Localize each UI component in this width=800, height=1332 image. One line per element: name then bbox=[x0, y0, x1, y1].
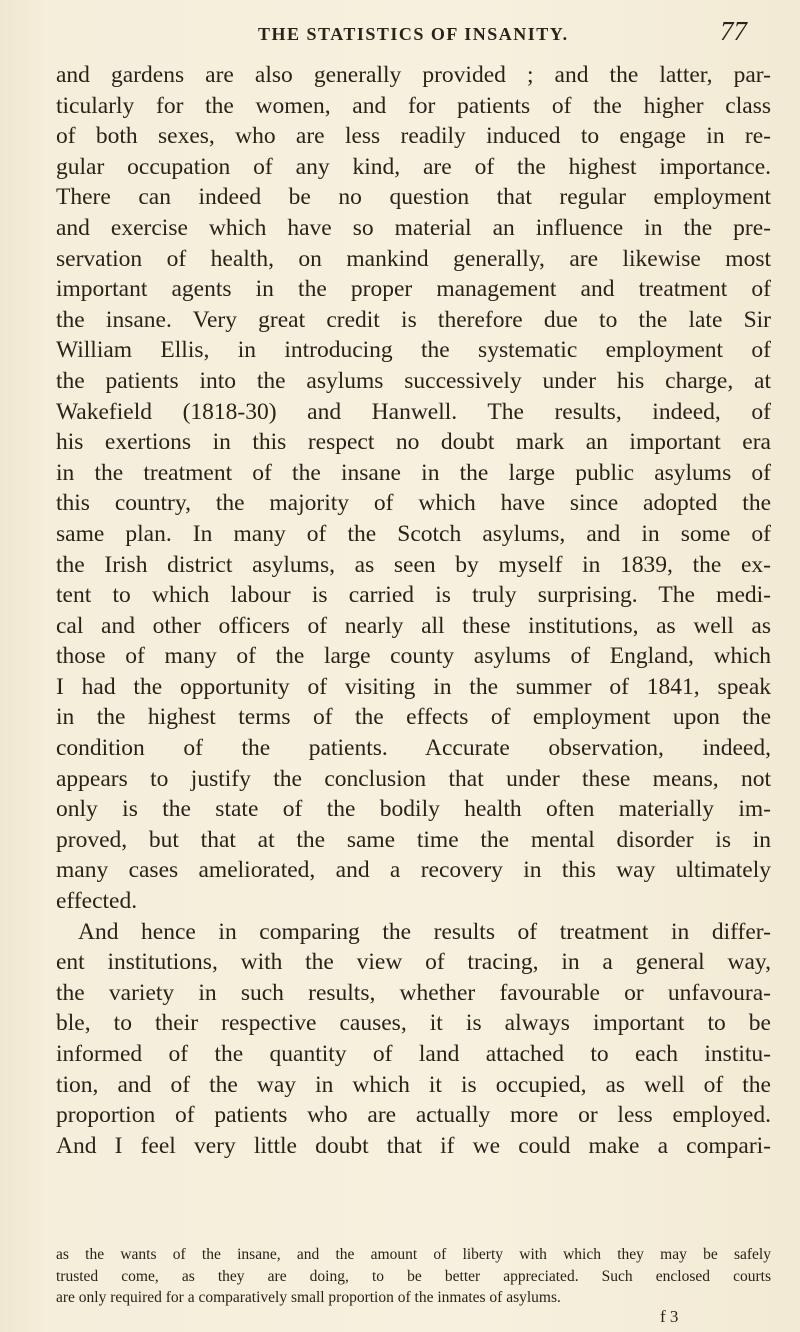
text-line: informed of the quantity of land attached to each institu- bbox=[56, 1041, 771, 1067]
text-line: William Ellis, in introducing the systematic employment of bbox=[56, 337, 771, 364]
footnote-line: trusted come, as they are doing, to be better appreciated. Such enclosed courts bbox=[56, 1267, 771, 1285]
text-line: in the treatment of the insane in the large public asylums of bbox=[56, 459, 771, 486]
text-line: only is the state of the bodily health often materially im- bbox=[56, 796, 771, 823]
text-line: many cases ameliorated, and a recovery in this way ultimately bbox=[56, 857, 771, 884]
footnote-line: are only required for a comparatively small proportion of the inmates of asylums. bbox=[56, 1289, 561, 1306]
text-line: appears to justify the conclusion that under these means, not bbox=[56, 765, 771, 792]
text-line: and gardens are also generally provided ; and the latter, par- bbox=[56, 62, 771, 88]
text-line: Wakefield (1818-30) and Hanwell. The results, indeed, of bbox=[56, 398, 771, 425]
text-line: important agents in the proper management and treatment of bbox=[56, 276, 771, 303]
text-line: the insane. Very great credit is therefore due to the late Sir bbox=[56, 306, 771, 333]
text-line: effected. bbox=[56, 888, 138, 915]
text-line: cal and other officers of nearly all these institutions, as well as bbox=[56, 612, 771, 639]
page-number: 77 bbox=[720, 16, 747, 46]
text-line: And I feel very little doubt that if we could make a compari- bbox=[56, 1132, 771, 1159]
text-line: those of many of the large county asylums of England, which bbox=[56, 643, 771, 670]
text-line: and exercise which have so material an influence in the pre- bbox=[56, 214, 771, 241]
text-line: proportion of patients who are actually more or less employed. bbox=[56, 1102, 771, 1129]
page-header bbox=[0, 16, 800, 50]
text-line: in the highest terms of the effects of employment upon the bbox=[56, 704, 771, 731]
text-line: proved, but that at the same time the mental disorder is in bbox=[56, 826, 771, 853]
text-line: There can indeed be no question that regular employment bbox=[56, 184, 771, 211]
text-line: ent institutions, with the view of tracing, in a general way, bbox=[56, 949, 771, 976]
text-line: ble, to their respective causes, it is always important to be bbox=[56, 1010, 771, 1037]
text-line: the Irish district asylums, as seen by myself in 1839, the ex- bbox=[56, 551, 771, 578]
signature-mark: f 3 bbox=[660, 1307, 679, 1326]
text-line: of both sexes, who are less readily induced to engage in re- bbox=[56, 123, 771, 150]
text-line: condition of the patients. Accurate observation, indeed, bbox=[56, 735, 771, 762]
text-line: this country, the majority of which have since adopted the bbox=[56, 490, 771, 517]
text-line: the patients into the asylums successively under his charge, at bbox=[56, 367, 771, 394]
text-line: servation of health, on mankind generally, are likewise most bbox=[56, 245, 771, 272]
text-line: tion, and of the way in which it is occupied, as well of the bbox=[56, 1071, 771, 1098]
text-line: gular occupation of any kind, are of the highest importance. bbox=[56, 153, 771, 180]
footnote bbox=[56, 1244, 771, 1309]
text-line: tent to which labour is carried is truly surprising. The medi- bbox=[56, 582, 771, 609]
text-line: ticularly for the women, and for patients of the higher class bbox=[56, 92, 771, 119]
text-line: same plan. In many of the Scotch asylums, and in some of bbox=[56, 520, 771, 547]
text-line: his exertions in this respect no doubt mark an important era bbox=[56, 429, 771, 456]
text-line: the variety in such results, whether favourable or unfavoura- bbox=[56, 979, 771, 1006]
text-line: And hence in comparing the results of treatment in differ- bbox=[78, 918, 771, 945]
text-line: I had the opportunity of visiting in the summer of 1841, speak bbox=[56, 673, 771, 700]
body-text bbox=[56, 60, 771, 1161]
running-title: THE STATISTICS OF INSANITY. bbox=[258, 24, 569, 44]
footnote-line: as the wants of the insane, and the amount of liberty with which they may be safely bbox=[56, 1246, 771, 1263]
